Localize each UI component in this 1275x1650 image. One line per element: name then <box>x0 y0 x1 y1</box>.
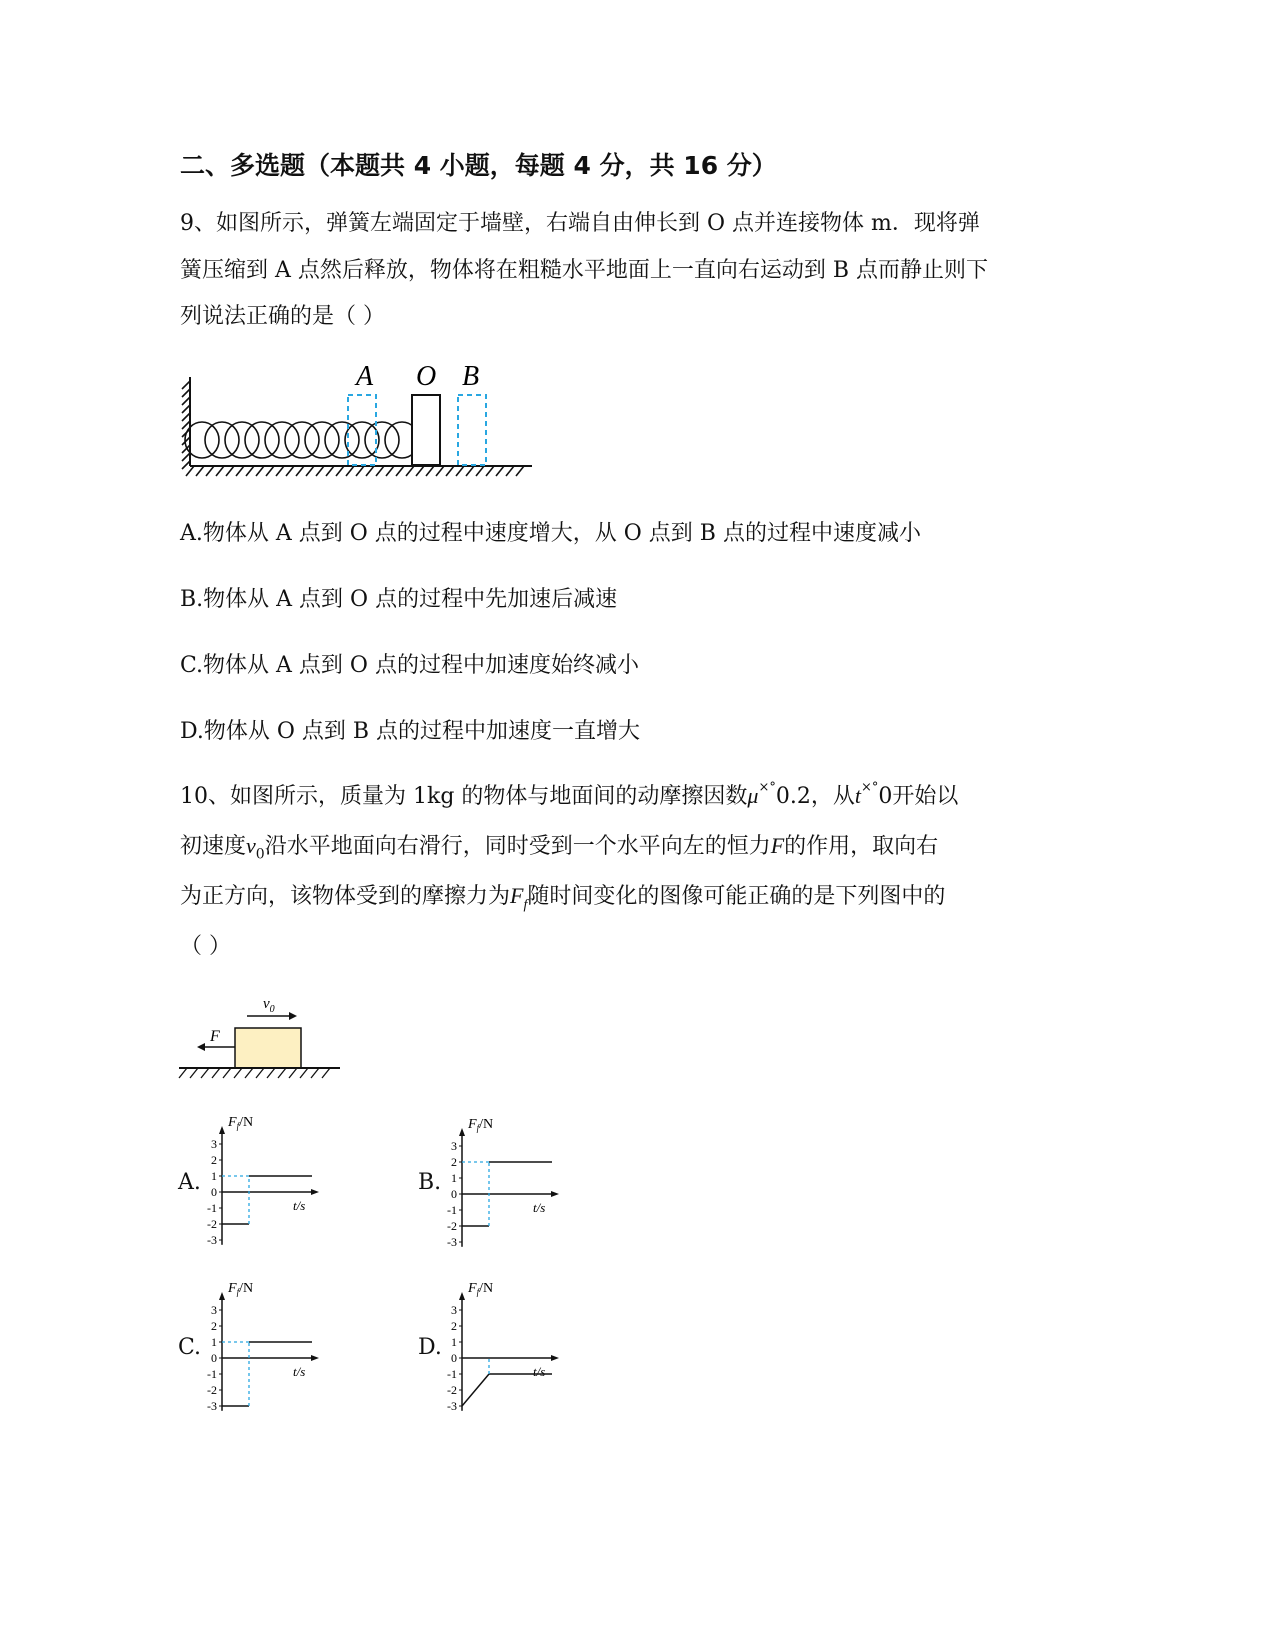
f-label: F <box>210 1028 220 1045</box>
y-tick-label: -1 <box>447 1367 457 1381</box>
graph-option-b-label: B. <box>418 1170 442 1195</box>
y-axis-label: $F_f/N$ <box>228 1115 254 1131</box>
y-tick-label: -2 <box>447 1219 457 1233</box>
y-tick-label: 1 <box>211 1169 217 1183</box>
y-tick-label: -2 <box>447 1383 457 1397</box>
y-tick-label: 3 <box>211 1303 217 1317</box>
y-tick-label: -2 <box>207 1383 217 1397</box>
graph-option-d-label: D. <box>418 1335 442 1360</box>
q10-stem-line-4: （ ） <box>180 934 231 959</box>
q9-option-d: D.物体从 O 点到 B 点的过程中加速度一直增大 <box>180 719 641 744</box>
graph-a <box>195 1112 325 1247</box>
data-segment <box>462 1374 489 1406</box>
q10-stem-line-3: 为正方向，该物体受到的摩擦力为$F_f$随时间变化的图像可能正确的是下列图中的 <box>180 883 946 913</box>
label-b: B <box>462 361 480 392</box>
y-tick-label: -2 <box>207 1217 217 1231</box>
graph-option-a-label: A. <box>178 1170 201 1195</box>
graph-b <box>435 1114 565 1249</box>
y-tick-label: 3 <box>451 1303 457 1317</box>
block-at-o <box>412 395 440 465</box>
y-axis-label: $F_f/N$ <box>468 1117 494 1133</box>
q9-option-a: A.物体从 A 点到 O 点的过程中速度增大，从 O 点到 B 点的过程中速度减小 <box>180 521 921 546</box>
x-axis-label: t/s <box>293 1198 306 1213</box>
graph-c <box>195 1278 325 1413</box>
y-tick-label: -3 <box>447 1235 457 1249</box>
sliding-block <box>235 1028 301 1068</box>
graph-d <box>435 1278 565 1413</box>
x-axis-label: t/s <box>533 1200 546 1215</box>
y-tick-label: -3 <box>207 1233 217 1247</box>
y-tick-label: 0 <box>451 1351 457 1365</box>
v0-label: $v_0$ <box>263 996 275 1015</box>
y-tick-label: -3 <box>207 1399 217 1413</box>
y-tick-label: 0 <box>451 1187 457 1201</box>
y-tick-label: 1 <box>451 1171 457 1185</box>
y-axis-label: $F_f/N$ <box>228 1281 254 1297</box>
y-tick-label: 2 <box>211 1153 217 1167</box>
q9-option-b: B.物体从 A 点到 O 点的过程中先加速后减速 <box>180 587 618 612</box>
y-tick-label: -1 <box>207 1201 217 1215</box>
section-heading: 二、多选题（本题共 4 小题，每题 4 分，共 16 分） <box>180 151 777 180</box>
y-tick-label: 0 <box>211 1351 217 1365</box>
dashed-position-b <box>458 395 486 465</box>
y-tick-label: -1 <box>447 1203 457 1217</box>
q10-block-figure <box>175 990 350 1085</box>
label-o: O <box>416 361 437 392</box>
x-axis-label: t/s <box>533 1364 546 1379</box>
y-tick-label: 0 <box>211 1185 217 1199</box>
y-tick-label: -1 <box>207 1367 217 1381</box>
q9-stem-line-2: 簧压缩到 A 点然后释放，物体将在粗糙水平地面上一直向右运动到 B 点而静止则下 <box>180 258 989 283</box>
y-tick-label: 1 <box>451 1335 457 1349</box>
y-tick-label: 1 <box>211 1335 217 1349</box>
x-axis-label: t/s <box>293 1364 306 1379</box>
graph-option-c-label: C. <box>178 1335 202 1360</box>
q10-stem-line-1: 10、如图所示，质量为 1kg 的物体与地面间的动摩擦因数μ×°0.2，从t×°0开始以 <box>180 780 959 809</box>
q9-stem-line-3: 列说法正确的是（ ） <box>180 304 385 329</box>
y-tick-label: -3 <box>447 1399 457 1413</box>
y-tick-label: 3 <box>211 1137 217 1151</box>
y-tick-label: 2 <box>451 1319 457 1333</box>
q9-spring-figure <box>170 355 550 485</box>
q10-stem-line-2: 初速度$v_0$沿水平地面向右滑行，同时受到一个水平向左的恒力F的作用，取向右 <box>180 833 939 863</box>
y-tick-label: 2 <box>211 1319 217 1333</box>
y-tick-label: 3 <box>451 1139 457 1153</box>
y-axis-label: $F_f/N$ <box>468 1281 494 1297</box>
label-a: A <box>356 361 374 392</box>
q9-stem-line-1: 9、如图所示，弹簧左端固定于墙壁，右端自由伸长到 O 点并连接物体 m．现将弹 <box>180 211 980 236</box>
y-tick-label: 2 <box>451 1155 457 1169</box>
q9-option-c: C.物体从 A 点到 O 点的过程中加速度始终减小 <box>180 653 639 678</box>
